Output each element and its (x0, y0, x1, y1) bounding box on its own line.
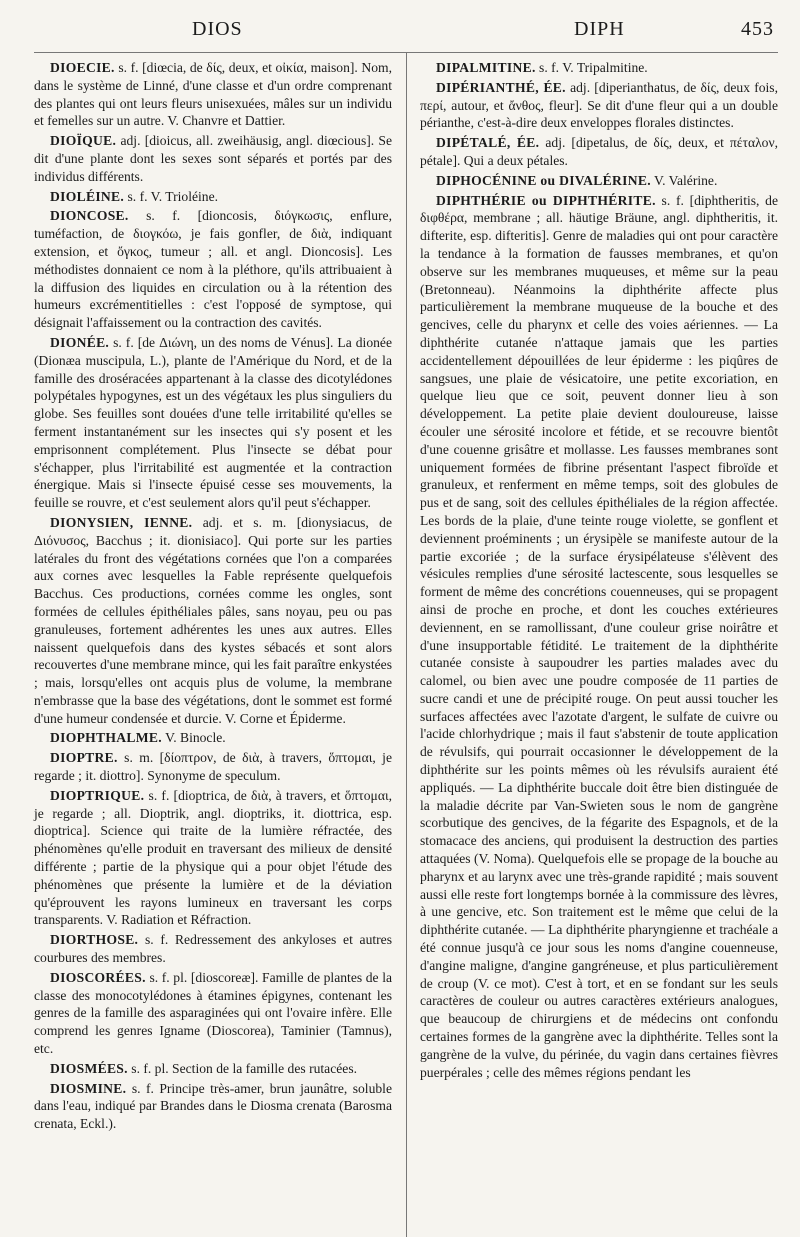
entry-definition: s. f. Principe très-amer, brun jaunâtre, soluble dans l'eau, indiqué par Brandes dans le Diosma crenata (Barosma crenata, Eckl.). (34, 1080, 392, 1132)
dictionary-entry (34, 1060, 392, 1078)
entry-headword: DIONYSIEN, IENNE. (50, 514, 193, 530)
page-header (34, 14, 778, 53)
entry-headword: DIOECIE. (50, 60, 115, 75)
entry-headword: DIPÉTALÉ, ÉE. (436, 135, 540, 151)
entry-headword: DIPÉRIANTHÉ, ÉE. (436, 79, 566, 95)
dictionary-entry (34, 749, 392, 785)
entry-definition: s. f. V. Tripalmitine. (535, 60, 648, 75)
dictionary-entry (420, 192, 778, 1082)
dictionary-entry (34, 729, 392, 747)
entry-definition: s. f. [de Διώνη, un des noms de Vénus]. La dionée (Dionæa muscipula, L.), plante de l'Amérique du Nord, et de la famille des droséracées appartenant à la classe des dicotylédones polypétales hypogynes, est un des végétaux les plus singuliers du globe. Ses feuilles sont douées d'une telle irritabilité qu'elles se ferment instantanément sur les insectes qui s'y posent et les emprisonnent complétement. Plus l'insecte se débat pour s'échapper, plus l'irritabilité est augmentée et la contraction énergique. Mais si l'insecte épuisé cesse ses mouvements, la feuille se rouvre, et c'est seulement alors qu'il peut s'échapper. (34, 334, 392, 511)
entry-definition: s. f. [dioncosis, διόγκωσις, enflure, tuméfaction, de διογκόω, je fais gonfler, de διὰ, indiquant extension, et ὄγκος, tumeur ; all. et angl. Dioncosis]. Les méthodistes donnaient ce nom à la pléthore, qu'ils attribuaient à la diffusion des liquides en circulation ou à la rétention des humeurs excrémentitielles : c'est l'opposé de symptose, qui désignait l'affaissement ou la contraction des cavités. (34, 208, 392, 331)
dictionary-entry (34, 1080, 392, 1133)
entry-definition: adj. [dipetalus, de δίς, deux, et πέταλον, pétale]. Qui a deux pétales. (420, 135, 778, 168)
dictionary-entry (34, 969, 392, 1058)
entry-definition: adj. [diperianthatus, de δίς, deux fois, περί, autour, et ἄνθος, fleur]. Se dit d'une fleur qui a un double périanthe, c'est-à-dire deux enveloppes florales distinctes. (420, 79, 778, 131)
entry-headword: DIOPTRE. (50, 750, 118, 766)
dictionary-entry (34, 514, 392, 728)
running-head-left: DIOS (192, 18, 243, 40)
entry-headword: DIPALMITINE. (436, 60, 536, 75)
dictionary-entry (420, 134, 778, 170)
column-divider (406, 53, 407, 1237)
entry-headword: DIOSMÉES. (50, 1060, 128, 1076)
dictionary-entry (34, 59, 392, 130)
entry-headword: DIOPHTHALME. (50, 730, 162, 746)
dictionary-entry (34, 207, 392, 332)
entry-definition: V. Valérine. (650, 172, 718, 188)
dictionary-entry (34, 188, 392, 206)
entry-definition: adj. [dioicus, all. zweihäusig, angl. diœcious]. Se dit d'une plante dont les sexes sont séparés et portés par des individus différents. (34, 133, 392, 184)
entry-headword: DIONÉE. (50, 334, 110, 350)
dictionary-entry (34, 132, 392, 185)
entry-headword: DIOSCORÉES. (50, 969, 146, 985)
entry-definition: s. m. [δίοπτρον, de διὰ, à travers, ὅπτομαι, je regarde ; it. diottro]. Synonyme de speculum. (34, 750, 392, 784)
entry-definition: s. f. [diœcia, de δίς, deux, et οἰκία, maison]. Nom, dans le système de Linné, d'une classe et d'un ordre comprenant des plantes qui ont leurs fleurs unisexuées, mâles sur un individu et femelles sur un autre. V. Chanvre et Dattier. (34, 60, 392, 129)
entry-definition: s. f. [diphtheritis, de διφθέρα, membrane ; all. häutige Bräune, angl. diphtheritis, it. difterite, esp. difteritis]. Genre de maladies qui ont pour caractère la tendance à la formation de fausses membranes, et qu'on observe sur les membranes muqueuses, et même sur la peau (Bretonneau). Néanmoins la diphthérite affecte plus particulièrement la membrane muqueuse de la bouche et des gencives, celle du pharynx et celle des voies aériennes. — La diphthérite cutanée n'attaque jamais que les parties accidentellement dépouillées de leur épiderme : les piqûres de sangsues, une plaie de vésicatoire, une petite excoriation, en quelque lieu que ce soit, peuvent donner lieu à son développement. La petite plaie devient douloureuse, laisse écouler une sérosité incolore et fétide, et se recouvre bientôt d'une couenne grisâtre et mollasse. Les fausses membranes sont uniquement formées de fibrine présentant l'aspect fibroïde et granuleux, et renferment en même temps, soit des globules de pus et de sang, soit des cellules épithéliales de la région affectée. Les bords de la plaie, d'une teinte rouge violette, se gonflent et deviennent proéminents ; un érysipèle se manifeste autour de la partie excoriée ; de la surface érysipélateuse s'élèvent des vésicules remplies d'une sérosité lactescente, sous lesquelles se forment de même des concrétions couenneuses, qui se propagent ainsi de proche en proche, et dont les couches extérieures deviennent, en se ramollissant, d'une couleur grise noirâtre et d'une insupportable fétidité. Le traitement de la diphthérite cutanée consiste à saupoudrer les parties malades avec du calomel, ou bien avec une poudre composée de 11 parties de sucre candi et une de précipité rouge. On peut aussi toucher les surfaces affectées avec l'azotate d'argent, le sulfate de cuivre ou l'acide chlorhydrique ; mais il faut s'abstenir de toute application de révulsifs, qui pourrait occasionner le développement de la diphthérite sur les points mêmes où les révulsifs auraient été appliqués. — La diphthérite buccale doit être bien distinguée de la maladie décrite par Van-Swieten sous le nom de gangrène scorbutique des gencives, de la fégarite des Espagnols, et de la stomacace des anciens, qui produisent la destruction des parties attaquées (V. Noma). Quelquefois elle se propage de la bouche au pharynx et au larynx avec une très-grande rapidité ; mais souvent aussi elle reste fort longtemps bornée à la commissure des lèvres, à une gencive, etc. Son traitement est le même que celui de la diphthérite cutanée. — La diphthérite pharyngienne et trachéale a été connue jusqu'à ce jour sous les noms d'angine couenneuse, d'angine maligne, d'angine gangréneuse, et plus particulièrement de croup (V. ce mot). C'est à tort, et en se fondant sur les seuls caractères de couleur ou autres caractères extérieurs analogues, que beaucoup de chirurgiens et de médecins ont confondu certaines formes de la gangrène avec la diphthérite. Telles sont la gangrène de la vulve, du périnée, du vagin dans certaines fièvres puerpérales ; celle des mêmes régions pendant les (420, 192, 778, 1080)
entry-definition: s. f. V. Trioléine. (124, 188, 219, 204)
entry-definition: adj. et s. m. [dionysiacus, de Διόνυσος, Bacchus ; it. dionisiaco]. Qui porte sur les parties latérales du front des végétations cornées que l'on a comparées aux cornes avec lesquelles la Fable représente quelquefois Bacchus. Ces productions, cornées comme les ongles, sont formées de cellules épithéliales pâles, sans noyau, peu ou pas granuleuses, fortement adhérentes les unes aux autres. Elles naissent quelquefois dans des kystes sébacés et sont alors recouvertes d'une membrane mince, qui les fait paraître enkystées ; mais, lorsqu'elles ont acquis plus de volume, la membrane n'embrasse que la base des végétations, dont le sommet est formé d'une humeur condensée et durcie. V. Corne et Épiderme. (34, 514, 392, 726)
page-number: 453 (741, 18, 774, 40)
entry-headword: DIOLÉINE. (50, 188, 125, 204)
dictionary-entry (420, 79, 778, 132)
entry-headword: DIOPTRIQUE. (50, 787, 145, 803)
entry-definition: s. f. pl. [dioscoreæ]. Famille de plantes de la classe des monocotylédones à étamines épigynes, contenant les genres de la famille des asparaginées qui ont l'ovaire infère. Elle comprend les genres Igname (Dioscorea), Taminier (Tamnus), etc. (34, 969, 392, 1057)
left-column (34, 59, 392, 1237)
right-column (420, 59, 778, 1237)
dictionary-entry (420, 59, 778, 77)
dictionary-entry (34, 334, 392, 512)
dictionary-entry (420, 172, 778, 190)
entry-definition: s. f. pl. Section de la famille des rutacées. (127, 1060, 358, 1076)
entry-definition: s. f. [dioptrica, de διὰ, à travers, et ὅπτομαι, je regarde ; all. Dioptrik, angl. dioptriks, it. diottrica, esp. dioptrica]. Science qui traite de la lumière réfractée, des phénomènes qu'elle produit en traversant des milieux de densité différente ; partie de la physique qui a pour objet l'étude des phénomènes que présente la lumière et de la déviation qu'éprouvent les rayons lumineux en traversant les corps transparents. V. Radiation et Réfraction. (34, 787, 392, 928)
running-head-right: DIPH (574, 18, 625, 40)
dictionary-entry (34, 931, 392, 967)
entry-definition: s. f. Redressement des ankyloses et autres courbures des membres. (34, 932, 392, 966)
entry-definition: V. Binocle. (161, 730, 226, 746)
dictionary-entry (34, 787, 392, 929)
entry-headword: DIOÏQUE. (50, 133, 117, 149)
entry-headword: DIOSMINE. (50, 1080, 127, 1096)
entry-headword: DIONCOSE. (50, 208, 129, 224)
entry-headword: DIPHTHÉRIE ou DIPHTHÉRITE. (436, 192, 656, 208)
entry-headword: DIORTHOSE. (50, 932, 139, 948)
entry-headword: DIPHOCÉNINE ou DIVALÉRINE. (436, 172, 651, 188)
